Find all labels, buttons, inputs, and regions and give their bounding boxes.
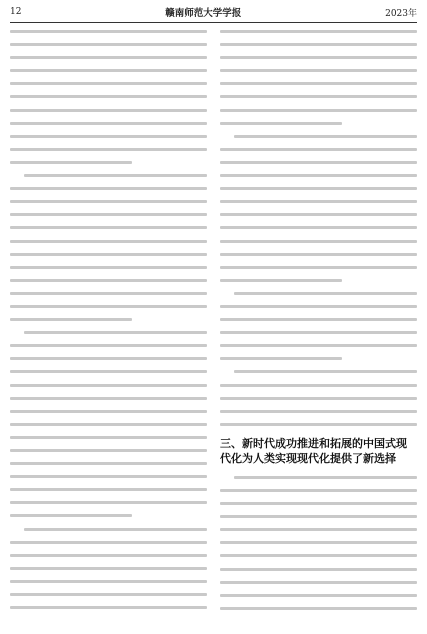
text-line-placeholder [220,594,417,597]
text-line-placeholder [220,253,417,256]
text-line-placeholder [10,213,207,216]
text-line-placeholder [10,279,207,282]
text-line-placeholder [10,344,207,347]
text-line-placeholder [220,528,417,531]
issue-year: 2023年 [385,8,417,19]
text-line-placeholder [220,607,417,610]
text-line-placeholder [24,528,207,531]
text-line-placeholder [220,122,342,125]
text-line-placeholder [220,82,417,85]
text-line-placeholder [220,568,417,571]
text-line-placeholder [220,305,417,308]
text-line-placeholder [220,240,417,243]
text-line-placeholder [220,279,342,282]
text-line-placeholder [220,200,417,203]
text-line-placeholder [10,449,207,452]
text-line-placeholder [10,501,207,504]
left-column-text-placeholder [10,30,207,609]
text-line-placeholder [10,514,132,517]
text-line-placeholder [220,410,417,413]
text-line-placeholder [10,200,207,203]
text-line-placeholder [10,161,132,164]
text-line-placeholder [220,423,417,426]
text-line-placeholder [220,30,417,33]
journal-title: 赣南师范大学学报 [165,8,242,19]
text-line-placeholder [24,174,207,177]
text-line-placeholder [220,344,417,347]
text-line-placeholder [10,30,207,33]
left-column [10,30,207,628]
text-line-placeholder [220,502,417,505]
text-line-placeholder [234,292,417,295]
text-line-placeholder [220,397,417,400]
text-line-placeholder [10,187,207,190]
text-line-placeholder [220,148,417,151]
text-line-placeholder [10,554,207,557]
text-line-placeholder [10,56,207,59]
text-line-placeholder [10,305,207,308]
text-line-placeholder [10,423,207,426]
text-line-placeholder [10,370,207,373]
text-line-placeholder [10,43,207,46]
text-line-placeholder [220,266,417,269]
text-line-placeholder [220,174,417,177]
text-line-placeholder [220,95,417,98]
text-line-placeholder [10,82,207,85]
text-line-placeholder [220,331,417,334]
text-line-placeholder [220,43,417,46]
text-line-placeholder [10,580,207,583]
header-rule [10,22,417,23]
text-line-placeholder [10,135,207,138]
text-line-placeholder [220,187,417,190]
text-line-placeholder [234,370,417,373]
text-line-placeholder [220,109,417,112]
text-line-placeholder [220,554,417,557]
text-line-placeholder [10,593,207,596]
text-line-placeholder [10,292,207,295]
text-line-placeholder [220,357,342,360]
text-line-placeholder [220,581,417,584]
page-number: 12 [10,7,22,17]
text-line-placeholder [10,410,207,413]
text-line-placeholder [24,331,207,334]
right-column-text-bottom-placeholder [220,476,417,610]
right-column [220,30,417,628]
text-line-placeholder [10,397,207,400]
right-column-text-top-placeholder [220,30,417,426]
text-line-placeholder [220,489,417,492]
running-header [10,5,417,19]
text-line-placeholder [10,148,207,151]
text-line-placeholder [10,357,207,360]
text-line-placeholder [220,213,417,216]
text-line-placeholder [10,567,207,570]
text-line-placeholder [220,161,417,164]
text-line-placeholder [10,266,207,269]
text-line-placeholder [220,318,417,321]
text-line-placeholder [10,122,207,125]
section-heading: 三、新时代成功推进和拓展的中国式现代化为人类实现现代化提供了新选择 [220,436,407,465]
text-line-placeholder [10,226,207,229]
text-line-placeholder [10,95,207,98]
text-line-placeholder [10,436,207,439]
text-line-placeholder [10,462,207,465]
text-line-placeholder [234,135,417,138]
text-line-placeholder [10,541,207,544]
text-line-placeholder [10,253,207,256]
text-line-placeholder [10,384,207,387]
text-line-placeholder [220,541,417,544]
text-line-placeholder [220,384,417,387]
text-line-placeholder [220,56,417,59]
text-line-placeholder [220,515,417,518]
text-line-placeholder [10,475,207,478]
text-line-placeholder [10,318,132,321]
text-line-placeholder [234,476,417,479]
text-line-placeholder [220,69,417,72]
text-line-placeholder [10,488,207,491]
text-line-placeholder [10,606,207,609]
text-line-placeholder [10,69,207,72]
text-line-placeholder [10,109,207,112]
text-line-placeholder [10,240,207,243]
text-line-placeholder [220,226,417,229]
